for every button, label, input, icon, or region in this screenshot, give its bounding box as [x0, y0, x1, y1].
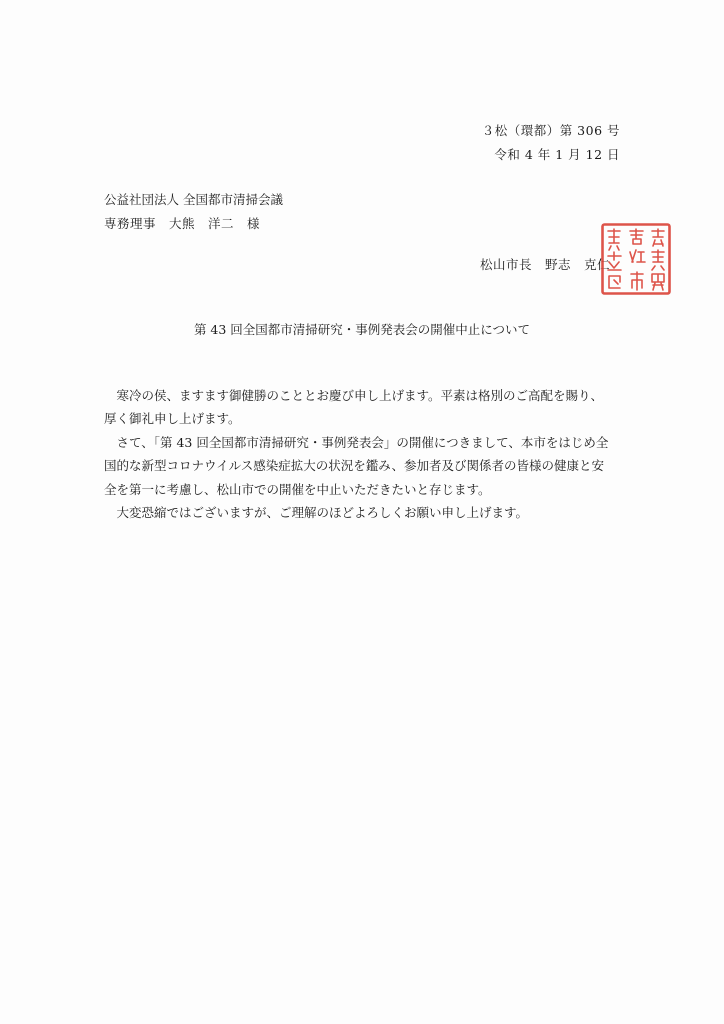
body-line: さて、「第 43 回全国都市清掃研究・事例発表会」の開催につきまして、本市をはじめ全 [116, 434, 609, 450]
body-line: 国的な新型コロナウイルス感染症拡大の状況を鑑み、参加者及び関係者の皆様の健康と安 [104, 458, 605, 474]
body-line: 寒冷の侯、ますます御健勝のこととお慶び申し上げます。平素は格別のご高配を賜り、 [116, 388, 604, 403]
document-subject: 第 43 回全国都市清掃研究・事例発表会の開催中止について [193, 322, 531, 337]
document-number: ３松（環都）第 306 号 [481, 123, 620, 138]
letter-body [104, 384, 624, 524]
recipient-name: 専務理事 大熊 洋二 様 [104, 216, 261, 231]
recipient-organization: 公益社団法人 全国都市清掃会議 [104, 192, 283, 207]
document-date: 令和 4 年 1 月 12 日 [494, 147, 620, 162]
sender-name: 松山市長 野志 克仁 [479, 257, 610, 272]
body-line: 厚く御礼申し上げます。 [104, 411, 241, 427]
body-line: 大変恐縮ではございますが、ご理解のほどよろしくお願い申し上げます。 [116, 505, 529, 521]
official-seal-stamp [600, 222, 672, 296]
body-line: 全を第一に考慮し、松山市での開催を中止いただきたいと存じます。 [104, 481, 491, 497]
